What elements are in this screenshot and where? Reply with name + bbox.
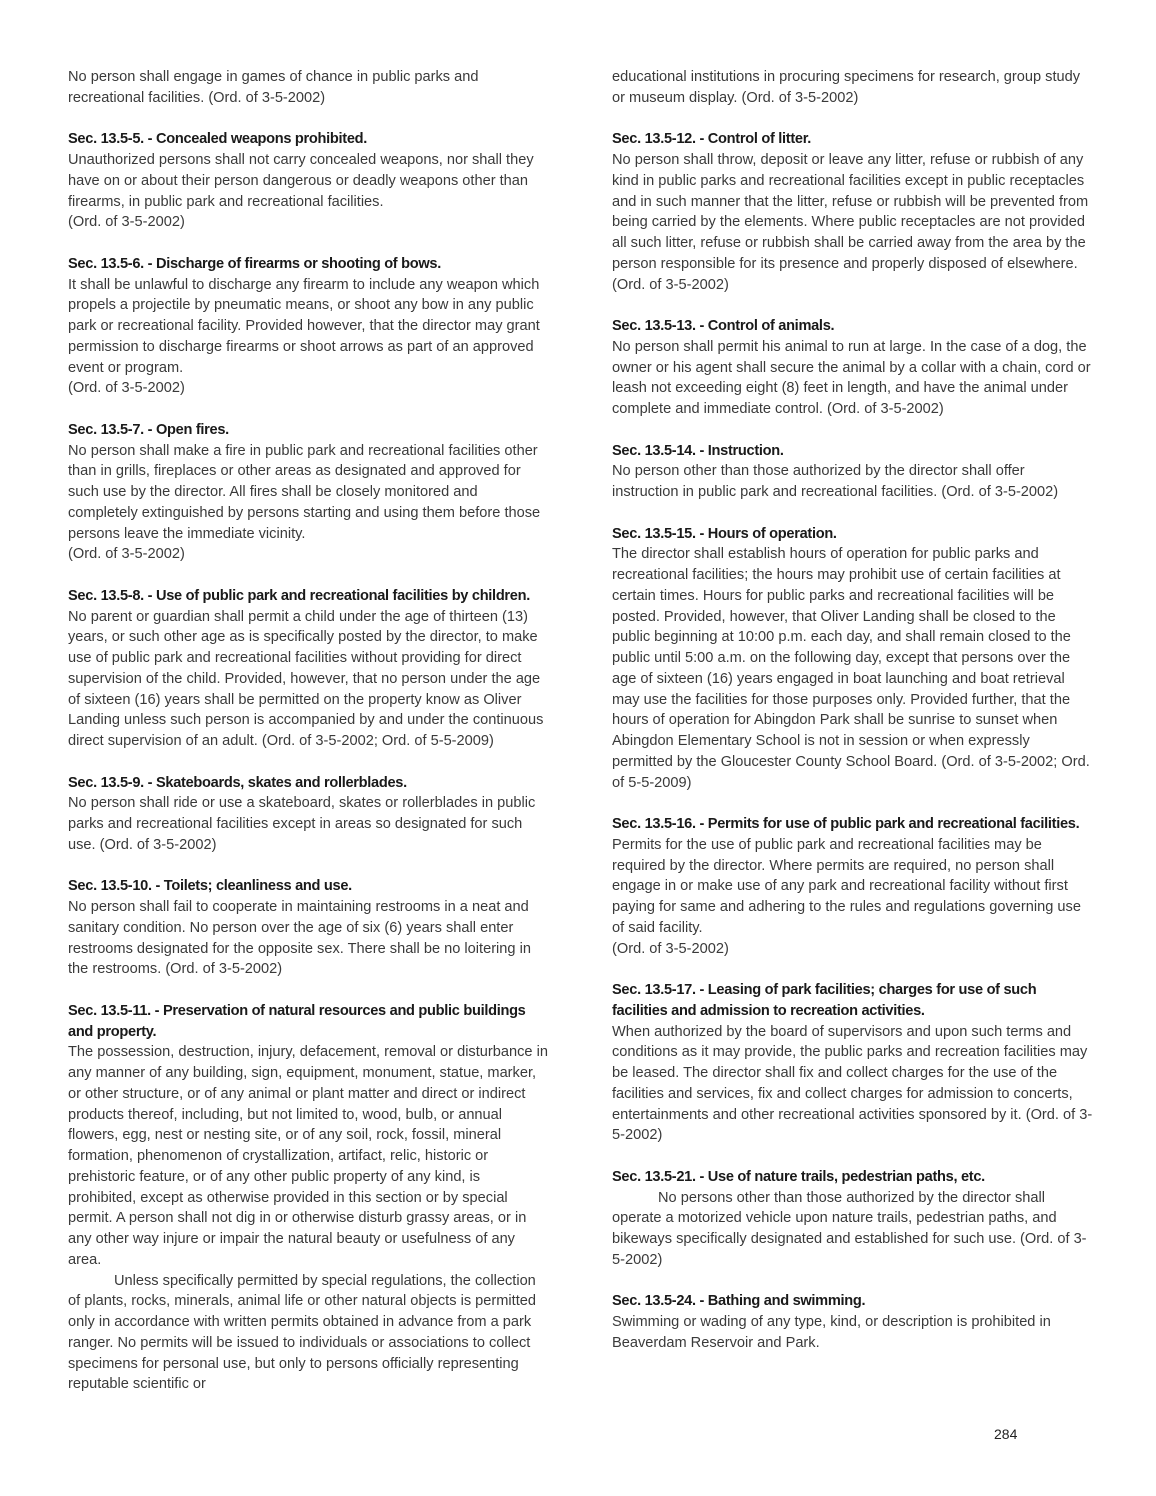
- section-body: No parent or guardian shall permit a child under the age of thirteen (13) years, or such other age as is specifically posted by the director, to make use of public park and recreational facilities without providing for direct supervision of the child. Provided, however, that no person under the age of sixteen (16) years shall be permitted on the property know as Oliver Landing unless such person is accompanied by and under the continuous direct supervision of an adult. (Ord. of 3-5-2002; Ord. of 5-5-2009): [68, 608, 544, 749]
- section-title: Sec. 13.5-9. - Skateboards, skates and rollerblades.: [68, 774, 407, 791]
- right-column: [612, 67, 1094, 1374]
- section-13-5-13: [612, 316, 1094, 420]
- section-title: Sec. 13.5-13. - Control of animals.: [612, 318, 835, 334]
- section-body: No person other than those authorized by the director shall offer instruction in public park and recreational facilities. (Ord. of 3-5-2002): [612, 463, 1059, 500]
- section-body: Unauthorized persons shall not carry concealed weapons, nor shall they have on or about their person dangerous or deadly weapons other than firearms, in public park and recreational facilities.: [68, 152, 534, 210]
- section-body: Swimming or wading of any type, kind, or description is prohibited in Beaverdam Reservoir and Park.: [612, 1314, 1051, 1351]
- section-body: Unless specifically permitted by special regulations, the collection of plants, rocks, minerals, animal life or other natural objects is permitted only in accordance with written permits obtained in advance from a park ranger. No permits will be issued to individuals or associations to collect specimens for personal use, but only to persons officially representing reputable scientific or: [68, 1272, 537, 1393]
- section-body: No person shall fail to cooperate in maintaining restrooms in a neat and sanitary condition. No person over the age of six (6) years shall enter restrooms designated for the opposite sex. There shall be no loitering in the restrooms. (Ord. of 3-5-2002): [68, 899, 531, 978]
- section-title: Sec. 13.5-7. - Open fires.: [68, 421, 229, 438]
- section-title: Sec. 13.5-16. - Permits for use of public park and recreational facilities.: [612, 816, 1080, 832]
- section-13-5-11: [68, 1001, 550, 1395]
- section-body: Permits for the use of public park and recreational facilities may be required by the director. Where permits are required, no person shall engage in or make use of any park and recreational facility without first paying for same and adhering to the rules and regulations governing use of said facility.: [612, 836, 1081, 936]
- section-title: Sec. 13.5-15. - Hours of operation.: [612, 525, 837, 542]
- section-title: Sec. 13.5-6. - Discharge of firearms or shooting of bows.: [68, 255, 441, 272]
- section-body: It shall be unlawful to discharge any firearm to include any weapon which propels a projectile by pneumatic means, or shoot any bow in any public park or recreational facility. Provided however, that the director may grant permission to discharge firearms or shoot arrows as part of an approved event or program.: [68, 276, 540, 376]
- section-13-5-14: [612, 441, 1094, 503]
- section-title: Sec. 13.5-17. - Leasing of park facilities; charges for use of such facilities and admission to recreation activities.: [612, 982, 1037, 1019]
- section-title: Sec. 13.5-11. - Preservation of natural resources and public buildings and property.: [68, 1002, 526, 1040]
- section-title: Sec. 13.5-21. - Use of nature trails, pedestrian paths, etc.: [612, 1168, 985, 1185]
- section-title: Sec. 13.5-14. - Instruction.: [612, 442, 784, 459]
- section-13-5-12: [612, 129, 1094, 295]
- section-13-5-16: [612, 814, 1094, 959]
- section-body: The director shall establish hours of operation for public parks and recreational facilities; the hours may prohibit use of certain facilities at certain times. Hours for public parks and recreational facilities will be posted. Provided, however, that Oliver Landing shall be closed to the public beginning at 10:00 p.m. each day, and shall remain closed to the public until 5:00 a.m. on the following day, except that persons over the age of sixteen (16) years engaged in boat launching and boat retrieval may use the facilities for those purposes only. Provided further, that the hours of operation for Abingdon Park shall be sunrise to sunset when Abingdon Elementary School is not in session or when expressly permitted by the Gloucester County School Board. (Ord. of 3-5-2002; Ord. of 5-5-2009): [612, 546, 1090, 791]
- section-citation: (Ord. of 3-5-2002): [68, 546, 185, 563]
- section-13-5-9: [68, 773, 550, 856]
- section-13-5-8: [68, 586, 550, 752]
- continued-paragraph: educational institutions in procuring specimens for research, group study or museum display. (Ord. of 3-5-2002): [612, 69, 1081, 106]
- section-title: Sec. 13.5-10. - Toilets; cleanliness and use.: [68, 878, 352, 895]
- section-citation: (Ord. of 3-5-2002): [612, 940, 729, 957]
- section-citation: (Ord. of 3-5-2002): [68, 380, 185, 397]
- section-13-5-6: [68, 254, 550, 399]
- left-column: [68, 67, 550, 1416]
- section-13-5-15: [612, 524, 1094, 794]
- section-title: Sec. 13.5-8. - Use of public park and recreational facilities by children.: [68, 587, 530, 604]
- section-body: No person shall ride or use a skateboard, skates or rollerblades in public parks and recreational facilities except in areas so designated for such use. (Ord. of 3-5-2002): [68, 795, 536, 853]
- section-13-5-10: [68, 876, 550, 980]
- section-title: Sec. 13.5-24. - Bathing and swimming.: [612, 1293, 866, 1310]
- page-number: 284: [994, 1426, 1018, 1442]
- section-body: No person shall throw, deposit or leave any litter, refuse or rubbish of any kind in public parks and recreational facilities except in public receptacles and in such manner that the litter, refuse or rubbish will be prevented from being carried by the elements. Where public receptacles are not provided all such litter, refuse or rubbish shall be carried away from the area by the person responsible for its presence and properly disposed of elsewhere. (Ord. of 3-5-2002): [612, 152, 1089, 293]
- section-13-5-7: [68, 420, 550, 565]
- section-13-5-5: [68, 129, 550, 233]
- section-body: The possession, destruction, injury, defacement, removal or disturbance in any manner of any building, sign, equipment, monument, statue, marker, or other structure, or of any animal or plant matter and direct or indirect products thereof, including, but not limited to, wood, bulb, or annual flowers, egg, nest or nesting site, or of any soil, rock, fossil, mineral formation, phenomenon of crystallization, artifact, relic, historic or prehistoric feature, or of any other public property of any kind, is prohibited, except as otherwise provided in this section or by special permit. A person shall not dig in or otherwise disturb grassy areas, or in any other way injure or impair the natural beauty or usefulness of any area.: [68, 1044, 548, 1268]
- section-title: Sec. 13.5-5. - Concealed weapons prohibited.: [68, 131, 368, 148]
- section-body: No person shall permit his animal to run at large. In the case of a dog, the owner or his agent shall secure the animal by a collar with a chain, cord or leash not exceeding eight (8) feet in length, and have the animal under complete and immediate control. (Ord. of 3-5-2002): [612, 338, 1091, 417]
- section-title: Sec. 13.5-12. - Control of litter.: [612, 131, 812, 148]
- section-body: When authorized by the board of supervisors and upon such terms and conditions as it may provide, the public parks and recreation facilities may be leased. The director shall fix and collect charges for the use of the facilities and services, fix and collect charges for admission to concerts, entertainments and other recreational activities sponsored by it. (Ord. of 3-5-2002): [612, 1023, 1093, 1144]
- intro-paragraph: No person shall engage in games of chance in public parks and recreational facilities. (Ord. of 3-5-2002): [68, 69, 479, 106]
- section-citation: (Ord. of 3-5-2002): [68, 214, 185, 231]
- section-body: No persons other than those authorized by the director shall operate a motorized vehicle upon nature trails, pedestrian paths, and bikeways specifically designated and established for such use. (Ord. of 3-5-2002): [612, 1189, 1087, 1268]
- section-13-5-17: [612, 980, 1094, 1146]
- section-body: No person shall make a fire in public park and recreational facilities other than in grills, fireplaces or other areas as designated and approved for such use by the director. All fires shall be closely monitored and completely extinguished by persons starting and using them before those persons leave the immediate vicinity.: [68, 442, 541, 542]
- section-13-5-21: [612, 1167, 1094, 1271]
- section-13-5-24: [612, 1291, 1094, 1353]
